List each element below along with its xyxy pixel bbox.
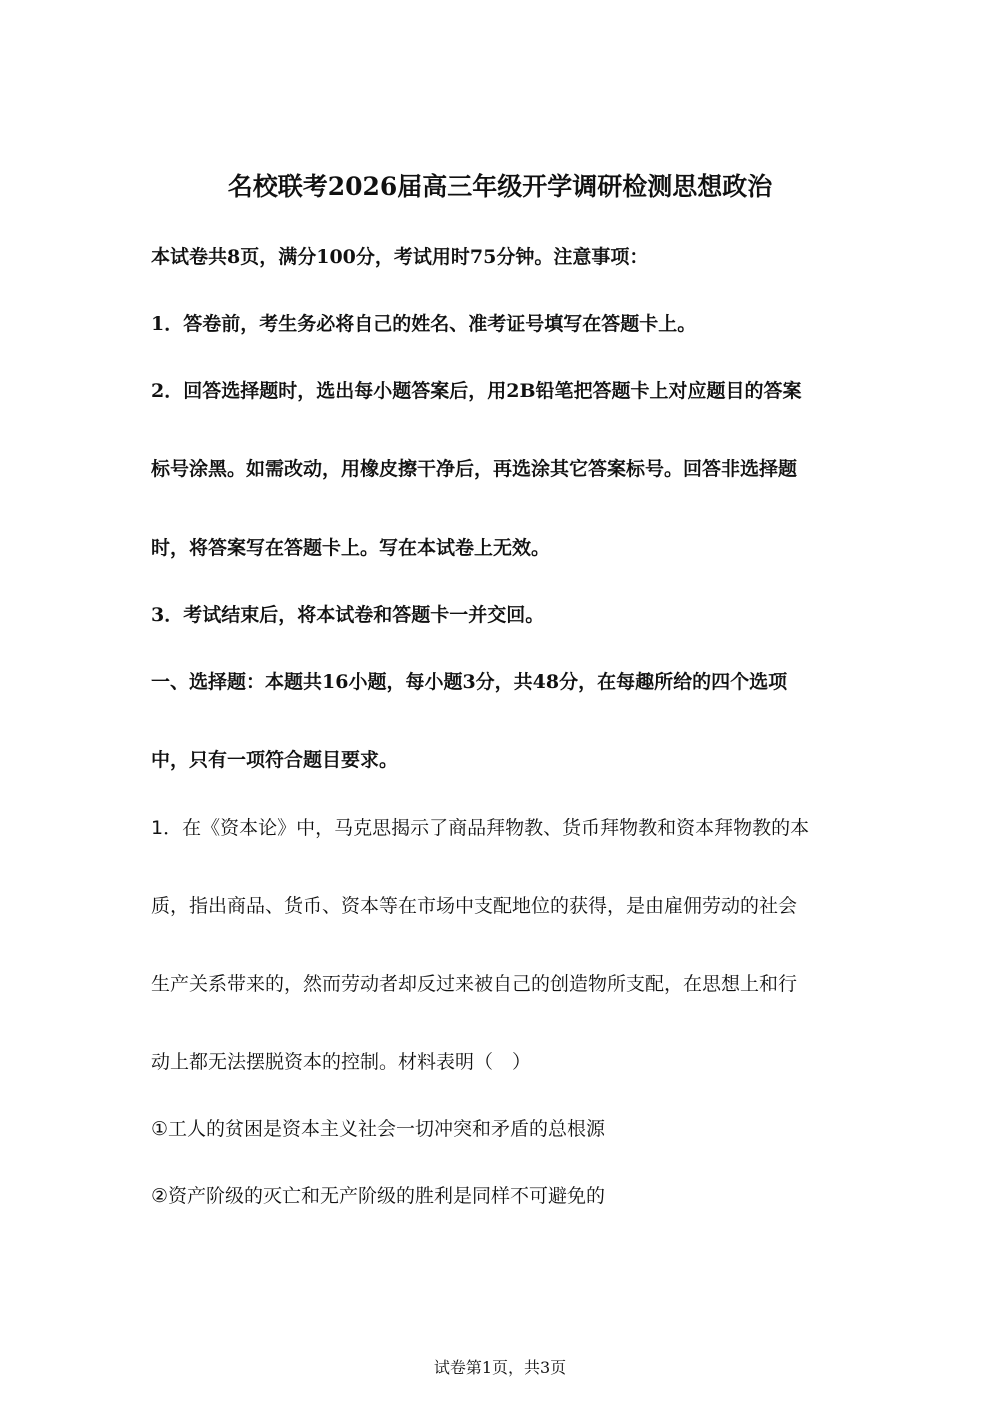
page-footer: 试卷第1页，共3页 (433, 1358, 567, 1377)
instruction-item-3: 3．考试结束后，将本试卷和答题卡一并交回。 (151, 604, 545, 626)
instructions-intro: 本试卷共8页，满分100分，考试用时75分钟。注意事项： (151, 246, 649, 268)
section-heading-line-2: 中，只有一项符合题目要求。 (151, 749, 399, 771)
question-1-option-1: ①工人的贫困是资本主义社会一切冲突和矛盾的总根源 (151, 1118, 606, 1140)
question-1-stem-line-4: 动上都无法摆脱资本的控制。材料表明（ ） (151, 1051, 532, 1073)
instruction-item-2-line-1: 2．回答选择题时，选出每小题答案后，用2B铅笔把答题卡上对应题目的答案 (151, 380, 802, 402)
question-1-stem-line-2: 质，指出商品、货币、资本等在市场中支配地位的获得，是由雇佣劳动的社会 (151, 895, 798, 917)
question-1-stem-line-3: 生产关系带来的，然而劳动者却反过来被自己的创造物所支配，在思想上和行 (151, 973, 798, 995)
question-1-stem-line-1: 1．在《资本论》中，马克思揭示了商品拜物教、货币拜物教和资本拜物教的本 (151, 817, 810, 839)
instruction-item-2-line-3: 时，将答案写在答题卡上。写在本试卷上无效。 (151, 537, 551, 559)
exam-title: 名校联考2026届高三年级开学调研检测思想政治 (227, 172, 773, 201)
question-1-option-2: ②资产阶级的灭亡和无产阶级的胜利是同样不可避免的 (151, 1185, 606, 1207)
section-heading-line-1: 一、选择题：本题共16小题，每小题3分，共48分，在每趣所给的四个选项 (151, 671, 788, 693)
instruction-item-2-line-2: 标号涂黑。如需改动，用橡皮擦干净后，再选涂其它答案标号。回答非选择题 (151, 458, 798, 480)
instruction-item-1: 1．答卷前，考生务必将自己的姓名、准考证号填写在答题卡上。 (151, 313, 697, 335)
